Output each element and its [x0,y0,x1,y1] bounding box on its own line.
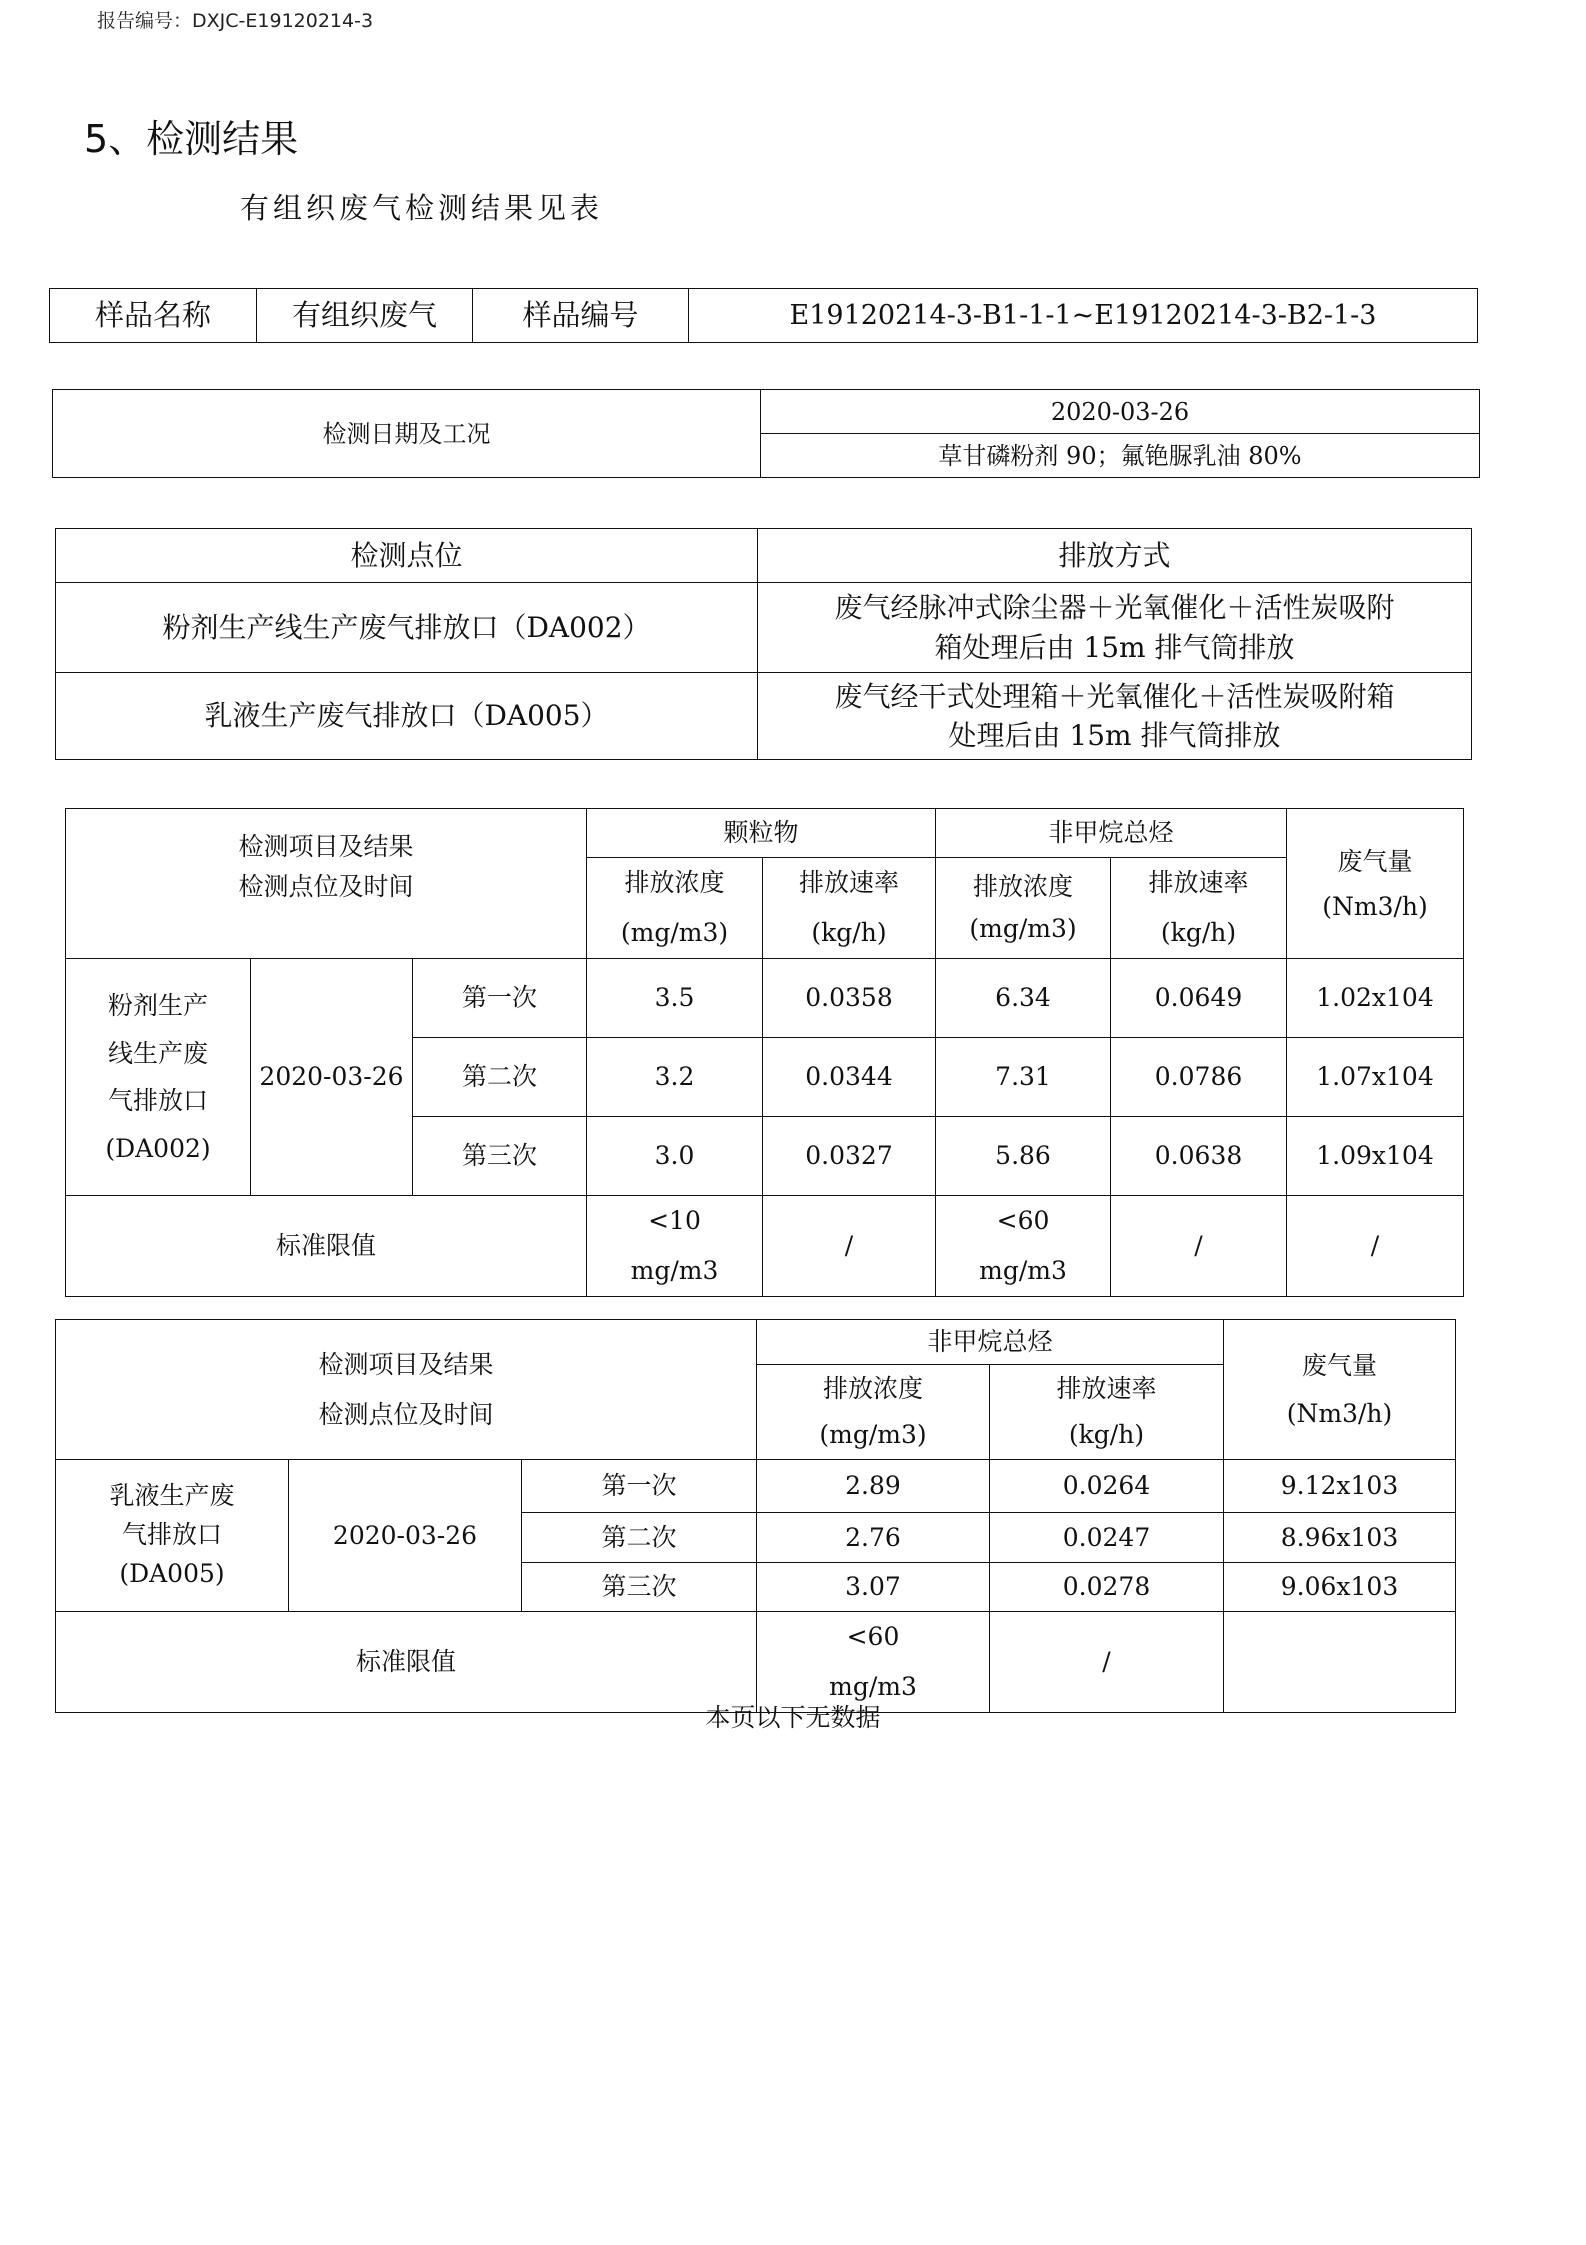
nmhc-rate-header [990,1365,1224,1460]
limit-line: <60 [846,1622,900,1651]
point-line: (DA005) [119,1558,225,1588]
section-title: 5、检测结果 [84,117,299,161]
table-header-row [56,529,1472,583]
corner-line: 检测点位及时间 [238,872,414,901]
sample-number-value: E19120214-3-B1-1-1~E19120214-3-B2-1-3 [689,289,1478,343]
pm-rate-value: 0.0358 [763,959,936,1038]
pm-rate-header [763,858,936,959]
flow-header [1287,809,1464,959]
nmhc-rate-limit: / [990,1612,1224,1713]
conc-label: 排放浓度 [973,871,1074,901]
report-number-label: 报告编号： [97,10,193,32]
nmhc-rate-value: 0.0247 [990,1513,1224,1563]
point-cell [66,959,251,1196]
point-line: 粉剂生产 [107,991,208,1020]
nmhc-rate-limit: / [1111,1196,1287,1297]
rate-label: 排放速率 [799,868,900,897]
corner-line: 检测项目及结果 [238,832,414,861]
section-subtitle: 有组织废气检测结果见表 [240,191,604,225]
nmhc-rate-value: 0.0264 [990,1460,1224,1513]
time-cell: 第一次 [413,959,587,1038]
pm-rate-limit: / [763,1196,936,1297]
table-header-row [56,1320,1456,1365]
pm-conc-limit [587,1196,763,1297]
time-cell: 第三次 [413,1117,587,1196]
flow-label: 废气量 [1302,1351,1378,1380]
nmhc-conc-header [757,1365,990,1460]
nmhc-rate-header [1111,858,1287,959]
date-cell: 2020-03-26 [289,1460,522,1612]
method-line: 废气经脉冲式除尘器＋光氧催化＋活性炭吸附 [834,591,1395,625]
pm-conc-value: 3.0 [587,1117,763,1196]
flow-value: 1.09x104 [1287,1117,1464,1196]
nmhc-rate-value: 0.0638 [1111,1117,1287,1196]
flow-value: 8.96x103 [1224,1513,1456,1563]
point-line: 线生产废 [107,1038,208,1068]
limit-line: <60 [996,1206,1050,1235]
limit-line: mg/m3 [630,1256,719,1285]
date-condition-table [52,389,1480,478]
test-date: 2020-03-26 [761,390,1480,434]
table-header-row [66,809,1464,858]
nmhc-rate-value: 0.0786 [1111,1038,1287,1117]
time-cell: 第一次 [522,1460,757,1513]
point-name: 乳液生产废气排放口（DA005） [56,673,758,760]
header-method: 排放方式 [758,529,1472,583]
nmhc-conc-value: 2.76 [757,1513,990,1563]
corner-line: 检测项目及结果 [318,1349,494,1379]
point-cell [56,1460,289,1612]
limit-line: <10 [648,1206,701,1235]
discharge-method [758,673,1472,760]
group-nmhc: 非甲烷总烃 [757,1320,1224,1365]
nmhc-conc-value: 5.86 [936,1117,1111,1196]
nmhc-conc-limit [936,1196,1111,1297]
table-row [50,289,1478,343]
method-line: 废气经干式处理箱＋光氧催化＋活性炭吸附箱 [834,679,1395,713]
pm-rate-value: 0.0327 [763,1117,936,1196]
pm-conc-value: 3.5 [587,959,763,1038]
sample-number-label: 样品编号 [473,289,689,343]
pm-conc-header [587,858,763,959]
pm-conc-value: 3.2 [587,1038,763,1117]
rate-unit: (kg/h) [811,918,887,947]
flow-label: 废气量 [1337,846,1413,876]
sample-name-value: 有组织废气 [257,289,473,343]
time-cell: 第二次 [522,1513,757,1563]
conc-label: 排放浓度 [822,1373,923,1403]
flow-limit: / [1287,1196,1464,1297]
table-row [56,583,1472,673]
point-line: 气排放口 [107,1086,208,1115]
flow-unit: (Nm3/h) [1322,891,1428,921]
group-particulate: 颗粒物 [587,809,936,858]
point-line: 气排放口 [121,1520,222,1550]
table-row [56,1460,1456,1513]
result-table-da005 [55,1319,1456,1713]
table-row [53,390,1480,434]
nmhc-conc-value: 6.34 [936,959,1111,1038]
report-number [97,6,373,33]
table-row [56,673,1472,760]
flow-header [1224,1320,1456,1460]
report-number-value: DXJC-E19120214-3 [192,10,374,32]
conc-unit: (mg/m3) [819,1420,927,1449]
point-line: (DA002) [105,1133,211,1163]
nmhc-rate-value: 0.0278 [990,1563,1224,1612]
flow-value: 1.02x104 [1287,959,1464,1038]
nmhc-rate-value: 0.0649 [1111,959,1287,1038]
conc-unit: (mg/m3) [969,914,1077,943]
rate-unit: (kg/h) [1160,918,1237,947]
rate-label: 排放速率 [1148,868,1249,897]
working-condition: 草甘磷粉剂 90；氟铯脲乳油 80% [761,434,1480,478]
time-cell: 第三次 [522,1563,757,1612]
flow-value: 1.07x104 [1287,1038,1464,1117]
flow-value: 9.12x103 [1224,1460,1456,1513]
point-line: 乳液生产废 [109,1481,235,1511]
rate-label: 排放速率 [1056,1373,1157,1403]
discharge-point-table [55,528,1472,760]
method-line: 处理后由 15m 排气筒排放 [948,719,1281,752]
corner-line: 检测点位及时间 [318,1399,494,1429]
no-more-data-note: 本页以下无数据 [705,1703,881,1732]
result-table-da002 [65,808,1464,1297]
time-cell: 第二次 [413,1038,587,1117]
discharge-method [758,583,1472,673]
sample-info-table [49,288,1478,343]
date-condition-label: 检测日期及工况 [53,390,761,478]
sample-name-label: 样品名称 [50,289,257,343]
nmhc-conc-value: 3.07 [757,1563,990,1612]
date-cell: 2020-03-26 [251,959,413,1196]
conc-unit: (mg/m3) [620,918,729,947]
limit-label: 标准限值 [56,1612,757,1713]
nmhc-conc-header [936,858,1111,959]
group-nmhc: 非甲烷总烃 [936,809,1287,858]
flow-value: 9.06x103 [1224,1563,1456,1612]
conc-label: 排放浓度 [624,868,725,897]
corner-header [66,809,587,959]
corner-header [56,1320,757,1460]
point-name: 粉剂生产线生产废气排放口（DA002） [56,583,758,673]
pm-rate-value: 0.0344 [763,1038,936,1117]
nmhc-conc-value: 2.89 [757,1460,990,1513]
table-row [66,959,1464,1038]
method-line: 箱处理后由 15m 排气筒排放 [934,630,1295,664]
limit-row [66,1196,1464,1297]
nmhc-conc-value: 7.31 [936,1038,1111,1117]
limit-label: 标准限值 [66,1196,587,1297]
limit-line: mg/m3 [979,1256,1067,1285]
limit-line: mg/m3 [829,1672,917,1701]
header-point: 检测点位 [56,529,758,583]
flow-unit: (Nm3/h) [1286,1398,1393,1428]
rate-unit: (kg/h) [1068,1420,1145,1449]
